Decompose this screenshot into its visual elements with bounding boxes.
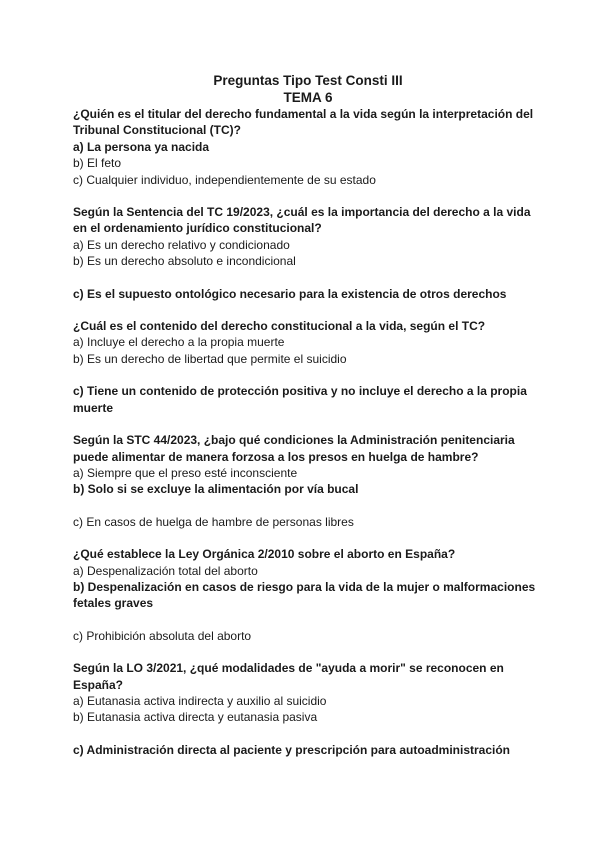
question-text: Según la LO 3/2021, ¿qué modalidades de "ayuda a morir" se reconocen en España? — [73, 661, 504, 692]
answer-option: b) Es un derecho de libertad que permite el suicidio — [73, 351, 347, 366]
question-text: ¿Cuál es el contenido del derecho constitucional a la vida, según el TC? — [73, 319, 486, 334]
document-title: Preguntas Tipo Test Consti III — [213, 73, 403, 88]
answer-option: c) Prohibición absoluta del aborto — [73, 628, 252, 643]
question-block — [73, 546, 543, 644]
answer-option: c) Tiene un contenido de protección positiva y no incluye el derecho a la propia muerte — [73, 384, 527, 415]
answer-option: c) Administración directa al paciente y prescripción para autoadministración — [73, 742, 511, 757]
question-text: ¿Quién es el titular del derecho fundamental a la vida según la interpretación del Tribunal Constitucional (TC)? — [73, 107, 534, 138]
question-block — [73, 106, 543, 188]
question-text: Según la STC 44/2023, ¿bajo qué condiciones la Administración penitenciaria puede alimentar de manera forzosa a los presos en huelga de hambre? — [73, 433, 515, 464]
question-block — [73, 318, 543, 416]
answer-option: a) Despenalización total del aborto — [73, 563, 258, 578]
question-text: Según la Sentencia del TC 19/2023, ¿cuál es la importancia del derecho a la vida en el ordenamiento jurídico constitucional? — [73, 205, 531, 236]
question-text: ¿Qué establece la Ley Orgánica 2/2010 sobre el aborto en España? — [73, 547, 456, 562]
answer-option: c) En casos de huelga de hambre de personas libres — [73, 514, 354, 529]
answer-option: b) Eutanasia activa directa y eutanasia pasiva — [73, 710, 318, 725]
question-block — [73, 660, 543, 758]
document-subtitle: TEMA 6 — [283, 90, 333, 105]
answer-option: b) Solo si se excluye la alimentación por vía bucal — [73, 482, 359, 497]
answer-option: c) Cualquier individuo, independientemente de su estado — [73, 172, 376, 187]
answer-option: b) Despenalización en casos de riesgo para la vida de la mujer o malformaciones fetales graves — [73, 579, 536, 611]
answer-option: b) Es un derecho absoluto e incondicional — [73, 254, 296, 269]
answer-option: a) Es un derecho relativo y condicionado — [73, 237, 290, 252]
answer-option: c) Es el supuesto ontológico necesario para la existencia de otros derechos — [73, 286, 507, 301]
answer-option: b) El feto — [73, 156, 122, 171]
document-page — [73, 72, 543, 758]
answer-option: a) La persona ya nacida — [73, 139, 210, 154]
question-block — [73, 204, 543, 302]
answer-option: a) Siempre que el preso esté inconsciente — [73, 465, 298, 480]
question-block — [73, 432, 543, 530]
answer-option: a) Eutanasia activa indirecta y auxilio al suicidio — [73, 693, 327, 708]
answer-option: a) Incluye el derecho a la propia muerte — [73, 335, 285, 350]
